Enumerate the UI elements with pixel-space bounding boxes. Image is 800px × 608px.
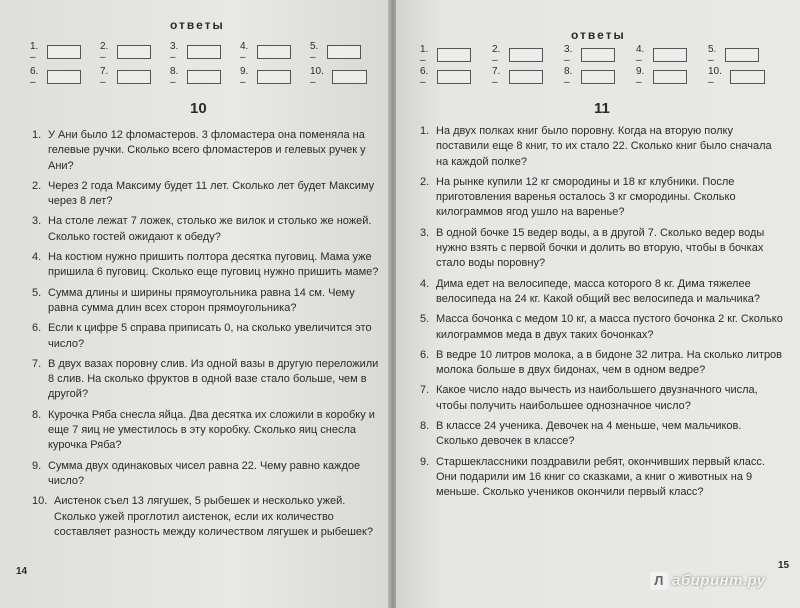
problem-item: 9. Старшеклассники поздравили ребят, окончивших первый класс. Они подарили им 16 книг со сказками, а книг о животных на 9 меньше. Сколько учеников окончили первый класс? — [420, 455, 765, 499]
problem-item: 5. Масса бочонка с медом 10 кг, а масса пустого бочонка 2 кг. Сколько килограммов меда в двух таких бочонках? — [420, 313, 783, 341]
answer-box[interactable] — [730, 70, 765, 84]
answer-box[interactable] — [47, 45, 81, 59]
answer-box[interactable] — [117, 70, 151, 84]
answer-slot[interactable]: 10. – — [310, 66, 367, 88]
problem-list — [420, 124, 786, 506]
answer-box[interactable] — [332, 70, 367, 84]
answer-slot[interactable]: 1. – — [30, 41, 81, 63]
problem-item: 2. Через 2 года Максиму будет 11 лет. Сколько лет будет Максиму через 8 лет? — [32, 179, 375, 208]
answer-slot[interactable]: 10. – — [708, 66, 765, 88]
answer-box[interactable] — [117, 45, 151, 59]
answer-slot[interactable]: 3. – — [564, 44, 615, 66]
answer-slot[interactable]: 8. – — [564, 66, 615, 88]
answer-box[interactable] — [257, 45, 291, 59]
right-page — [396, 0, 800, 608]
problem-item: 4. Дима едет на велосипеде, масса которого 8 кг. Дима тяжелее велосипеда на 24 кг. Какой общий вес велосипеда и мальчика? — [420, 277, 760, 305]
section-number: 11 — [594, 100, 610, 117]
answer-slot[interactable]: 4. – — [240, 41, 291, 63]
answer-slot[interactable]: 9. – — [240, 66, 291, 88]
answer-box[interactable] — [437, 70, 471, 84]
left-page — [0, 0, 392, 608]
problem-item: 7. В двух вазах поровну слив. Из одной вазы в другую переложили 8 слив. На сколько фруктов в одной вазе стало больше, чем в другой? — [32, 357, 379, 401]
problem-item: 6. В ведре 10 литров молока, а в бидоне 32 литра. На сколько литров молока больше в двух бидонах, чем в одном ведре? — [420, 348, 783, 377]
answer-box[interactable] — [509, 48, 543, 62]
problem-list — [32, 128, 382, 545]
answer-slot[interactable]: 9. – — [636, 66, 687, 88]
answers-title: ответы — [571, 28, 626, 42]
answer-slot[interactable]: 4. – — [636, 44, 687, 66]
problem-item: 2. На рынке купили 12 кг смородины и 18 кг клубники. После приготовления варенья осталось 3 кг смородины. Сколько килограммов ягод ушло на варенье? — [420, 175, 736, 219]
problem-item: 1. На двух полках книг было поровну. Когда на вторую полку поставили еще 8 книг, то их стало 22. Сколько книг было сначала на каждой полке? — [420, 125, 772, 168]
answer-box[interactable] — [725, 48, 759, 62]
answer-box[interactable] — [47, 70, 81, 84]
answer-slot[interactable]: 6. – — [420, 66, 471, 88]
labirint-logo-icon: Л — [650, 572, 668, 590]
answer-box[interactable] — [653, 70, 687, 84]
answer-slot[interactable]: 1. – — [420, 44, 471, 66]
answer-box[interactable] — [187, 45, 221, 59]
problem-item: 10. Аистенок съел 13 лягушек, 5 рыбешек и несколько ужей. Сколько ужей проглотил аистенок, если их количество составляет разность между количеством лягушек и рыбешек? — [32, 495, 373, 538]
answer-slot[interactable]: 6. – — [30, 66, 81, 88]
section-number: 10 — [190, 100, 207, 117]
page-number: 14 — [16, 566, 28, 577]
answer-slot[interactable]: 8. – — [170, 66, 221, 88]
answer-slot[interactable]: 5. – — [310, 41, 361, 63]
answer-box[interactable] — [187, 70, 221, 84]
answer-box[interactable] — [437, 48, 471, 62]
watermark-logo: Л абиринт.ру — [650, 572, 766, 590]
answer-box[interactable] — [653, 48, 687, 62]
problem-item: 8. В классе 24 ученика. Девочек на 4 меньше, чем мальчиков. Сколько девочек в классе? — [420, 420, 742, 448]
answer-box[interactable] — [509, 70, 543, 84]
problem-item: 4. На костюм нужно пришить полтора десятка пуговиц. Мама уже пришила 6 пуговиц. Сколько еще пуговиц нужно пришить маме? — [32, 251, 379, 279]
problem-item: 3. В одной бочке 15 ведер воды, а в другой 7. Сколько ведер воды нужно взять с первой бочки и долить во вторую, чтобы в бочках стало воды поровну? — [420, 226, 765, 270]
page-number: 15 — [778, 560, 790, 571]
problem-item: 5. Сумма длины и ширины прямоугольника равна 14 см. Чему равна сумма длин всех сторон прямоугольника? — [32, 286, 355, 314]
problem-item: 8. Курочка Ряба снесла яйца. Два десятка их сложили в коробку и еще 7 яиц не уместилось в эту коробку. Сколько яиц снесла курочка Ряба? — [32, 408, 375, 452]
answer-box[interactable] — [257, 70, 291, 84]
problem-item: 6. Если к цифре 5 справа приписать 0, на сколько увеличится это число? — [32, 322, 372, 350]
answer-slot[interactable]: 7. – — [492, 66, 543, 88]
answer-slot[interactable]: 3. – — [170, 41, 221, 63]
answer-slot[interactable]: 5. – — [708, 44, 759, 66]
answer-box[interactable] — [581, 48, 615, 62]
answer-box[interactable] — [327, 45, 361, 59]
problem-item: 9. Сумма двух одинаковых чисел равна 22. Чему равно каждое число? — [32, 459, 361, 487]
problem-item: 7. Какое число надо вычесть из наибольшего двузначного числа, чтобы получить наибольшее однозначное число? — [420, 384, 758, 412]
answer-box[interactable] — [581, 70, 615, 84]
answers-title: ответы — [170, 18, 225, 32]
answer-slot[interactable]: 7. – — [100, 66, 151, 88]
answer-slot[interactable]: 2. – — [100, 41, 151, 63]
answer-slot[interactable]: 2. – — [492, 44, 543, 66]
problem-item: 1. У Ани было 12 фломастеров. 3 фломастера она поменяла на гелевые ручки. Сколько всего фломастеров и гелевых ручек у Ани? — [32, 129, 366, 172]
problem-item: 3. На столе лежат 7 ложек, столько же вилок и столько же ножей. Сколько гостей ожидают к обеду? — [32, 215, 372, 243]
